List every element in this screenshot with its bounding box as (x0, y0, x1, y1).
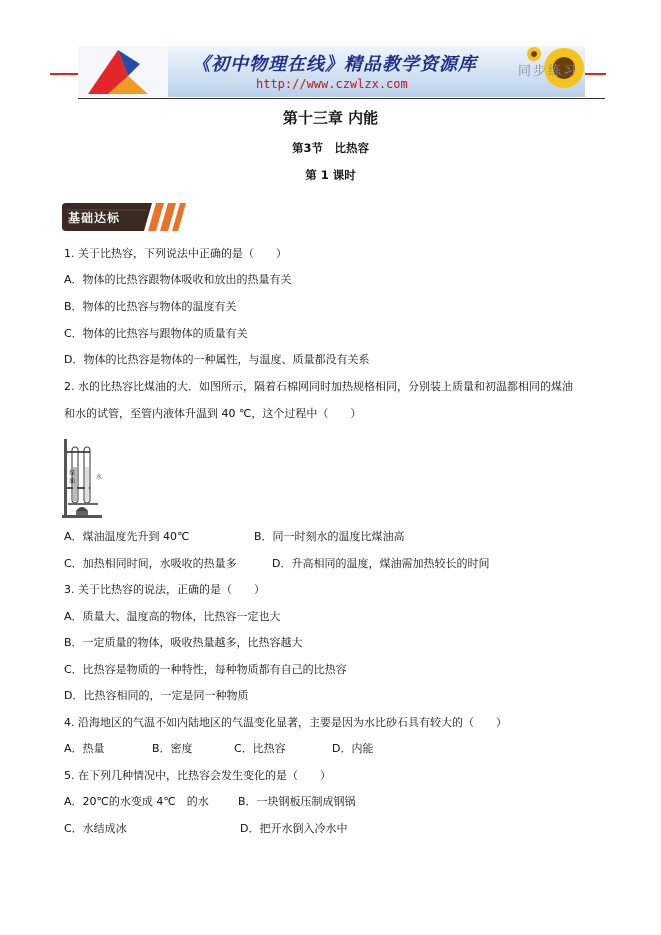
header-url: http://www.czwlzx.com (256, 77, 408, 91)
option-text: A．煤油温度先升到 40℃ (64, 530, 190, 543)
option-row (64, 742, 374, 756)
option-text: C．水结成冰 (64, 822, 127, 835)
header-divider (78, 98, 605, 99)
option-text: C．比热容是物质的一种特性，每种物质都有自己的比热容 (64, 663, 347, 676)
option-text: D．物体的比热容是物体的一种属性，与温度、质量都没有关系 (64, 353, 370, 366)
option-row (64, 530, 405, 544)
badge-label: 基础达标 (68, 211, 121, 225)
question-stem: 5. 在下列几种情况中，比热容会发生变化的是（ ） (64, 769, 331, 782)
figure-label: 水 (96, 474, 103, 481)
lesson-title: 第 1 课时 (305, 168, 356, 182)
option-text: A．物体的比热容跟物体吸收和放出的热量有关 (64, 273, 292, 286)
option-text: C．加热相同时间，水吸收的热量多 (64, 557, 237, 570)
heating-apparatus-figure (60, 437, 115, 520)
chapter-title: 第十三章 内能 (282, 109, 379, 127)
option-text: D．升高相同的温度，煤油需加热较长的时间 (272, 557, 490, 570)
option-text: C．比热容 (234, 742, 286, 755)
figure-label: 煤 (69, 470, 76, 477)
option-text: D．内能 (332, 742, 374, 755)
header-tag: 同步练习 (518, 64, 579, 79)
option-text: D．比热容相同的，一定是同一种物质 (64, 689, 249, 702)
figure-label: 油 (69, 478, 76, 485)
option-text: B．密度 (152, 742, 193, 755)
header-banner (78, 46, 585, 97)
option-row (64, 557, 490, 571)
option-text: B．物体的比热容与物体的温度有关 (64, 300, 237, 313)
option-text: B．一块钢板压制成钢锅 (238, 795, 356, 808)
option-text: A．热量 (64, 742, 105, 755)
section-title: 第3节 比热容 (291, 141, 369, 155)
option-text: B．一定质量的物体，吸收热量越多，比热容越大 (64, 636, 303, 649)
option-text: A．质量大、温度高的物体，比热容一定也大 (64, 610, 281, 623)
option-text: A．20℃的水变成 4℃ 的水 (64, 795, 209, 808)
logo-icon (78, 46, 168, 97)
option-text: D．把开水倒入冷水中 (240, 822, 348, 835)
option-text: C．物体的比热容与跟物体的质量有关 (64, 327, 248, 340)
question-stem: 3. 关于比热容的说法，正确的是（ ） (64, 583, 265, 596)
option-text: B．同一时刻水的温度比煤油高 (254, 530, 405, 543)
option-row (64, 795, 356, 809)
question-stem: 4. 沿海地区的气温不如内陆地区的气温变化显著，主要是因为水比砂石具有较大的（ ） (64, 716, 507, 729)
question-stem: 1. 关于比热容，下列说法中正确的是（ ） (64, 247, 287, 260)
header-title: 《初中物理在线》精品教学资源库 (192, 54, 477, 75)
question-stem: 2. 水的比热容比煤油的大．如图所示，隔着石棉网同时加热规格相同，分别装上质量和初温都相同的煤油 (64, 380, 573, 393)
question-stem: 和水的试管，至管内液体升温到 40 ℃，这个过程中（ ） (64, 407, 362, 420)
option-row (64, 822, 348, 836)
